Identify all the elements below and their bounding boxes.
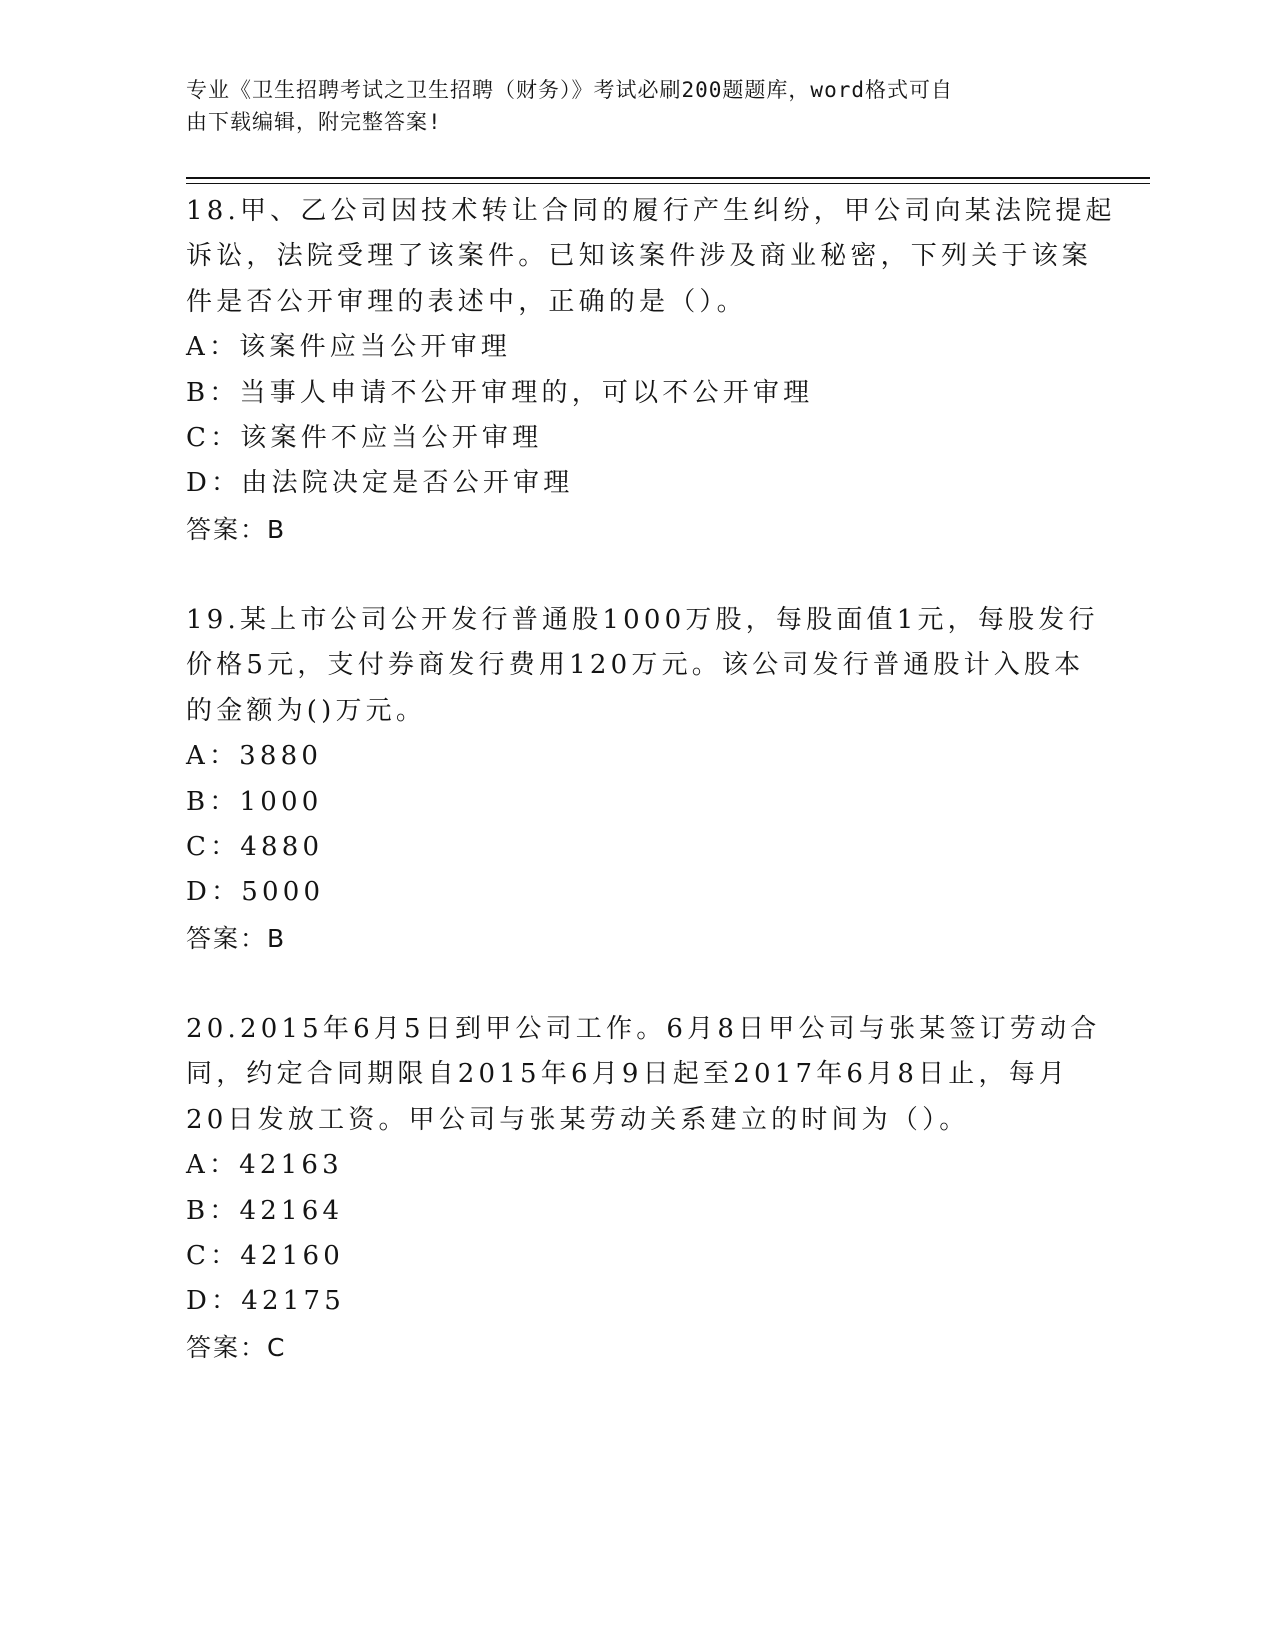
header-line-2: 由下载编辑，附完整答案! [186,110,442,134]
header-line-1: 专业《卫生招聘考试之卫生招聘（财务）》考试必刷200题题库，word格式可自 [186,78,953,102]
question-text-line: 同，约定合同期限自2015年6月9日起至2017年6月8日止，每月 [186,1059,1070,1090]
option-c: C：该案件不应当公开审理 [186,422,543,453]
option-b: B：42164 [186,1195,344,1226]
option-d: D：5000 [186,877,325,908]
question-text-line: 诉讼，法院受理了该案件。已知该案件涉及商业秘密，下列关于该案 [186,241,1093,272]
option-d: D：42175 [186,1286,345,1317]
question-text-line: 价格5元，支付券商发行费用120万元。该公司发行普通股计入股本 [186,650,1085,681]
option-a: A：42163 [186,1150,343,1181]
option-c: C：42160 [186,1240,345,1271]
answer-text: 答案：C [186,1332,287,1362]
option-b: B：1000 [186,786,323,817]
option-c: C：4880 [186,831,324,862]
question-text-line: 20日发放工资。甲公司与张某劳动关系建立的时间为（）。 [186,1104,970,1135]
question-text-line: 件是否公开审理的表述中，正确的是（）。 [186,286,747,317]
option-a: A：该案件应当公开审理 [186,332,511,363]
question-text-line: 的金额为()万元。 [186,695,427,726]
option-b: B：当事人申请不公开审理的，可以不公开审理 [186,377,814,408]
question-18 [186,189,1116,552]
question-text-line: 19.某上市公司公开发行普通股1000万股，每股面值1元，每股发行 [186,605,1099,635]
header-divider-top [186,177,1150,179]
question-20 [186,1007,1101,1370]
header-divider-bottom [186,183,1150,184]
option-d: D：由法院决定是否公开审理 [186,468,574,499]
option-a: A：3880 [186,741,323,772]
question-text-line: 18.甲、乙公司因技术转让合同的履行产生纠纷，甲公司向某法院提起 [186,196,1116,226]
question-text-line: 20.2015年6月5日到甲公司工作。6月8日甲公司与张某签订劳动合 [186,1014,1101,1044]
answer-text: 答案：B [186,923,287,953]
question-19 [186,598,1099,961]
answer-text: 答案：B [186,514,287,544]
document-header [186,74,1066,138]
